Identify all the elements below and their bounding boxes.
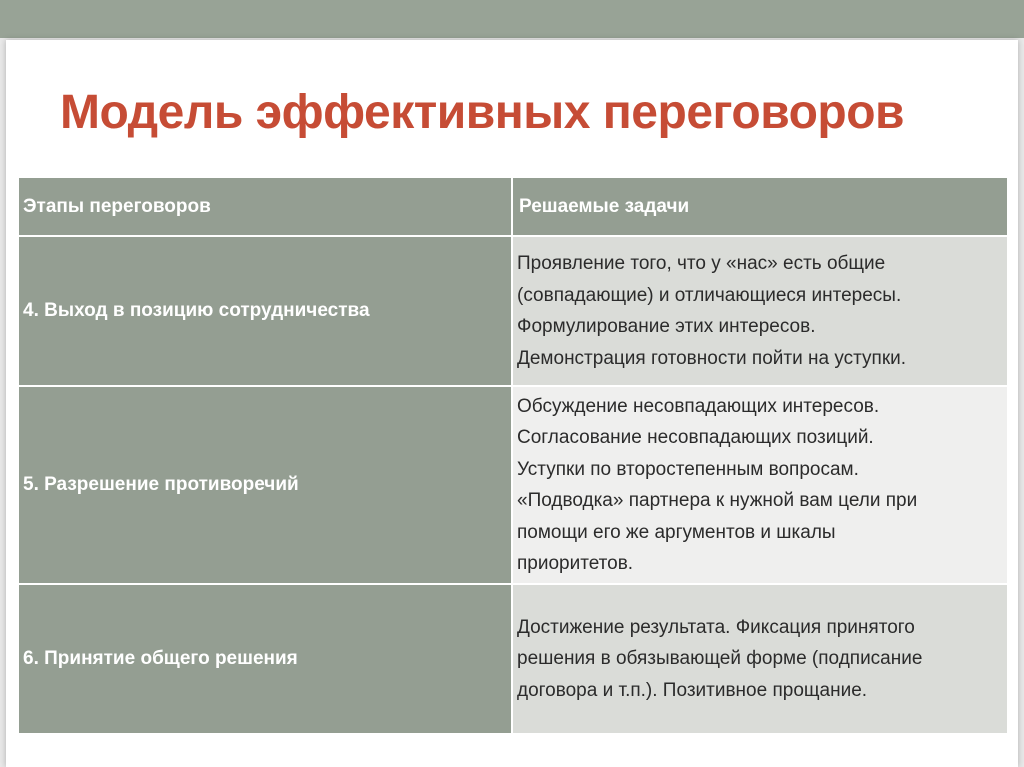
header-tasks: Решаемые задачи — [512, 177, 1008, 236]
task-line: Уступки по второстепенным вопросам. — [517, 458, 859, 480]
table-row — [18, 584, 1008, 734]
task-line: приоритетов. — [517, 553, 634, 574]
stage-cell: 5. Разрешение противоречий — [18, 386, 512, 584]
task-line: Достижение результата. Фиксация принятого — [517, 616, 915, 638]
task-line: помощи его же аргументов и шкалы — [517, 521, 836, 543]
task-line: Согласование несовпадающих позиций. — [517, 427, 874, 448]
task-line: договора и т.п.). Позитивное прощание. — [517, 679, 868, 701]
task-line: решения в обязывающей форме (подписание — [517, 648, 923, 670]
table-row — [18, 386, 1008, 584]
stage-cell: 4. Выход в позицию сотрудничества — [18, 236, 512, 386]
header-stages: Этапы переговоров — [18, 177, 512, 236]
task-line: Обсуждение несовпадающих интересов. — [517, 395, 880, 417]
tasks-cell — [512, 386, 1008, 584]
task-line: Формулирование этих интересов. — [517, 316, 816, 337]
table-row — [18, 236, 1008, 386]
task-line: (совпадающие) и отличающиеся интересы. — [517, 284, 902, 306]
tasks-cell — [512, 584, 1008, 734]
stage-cell: 6. Принятие общего решения — [18, 584, 512, 734]
negotiation-stages-table — [17, 176, 1009, 735]
tasks-cell — [512, 236, 1008, 386]
slide-title: Модель эффективных переговоров — [60, 86, 905, 139]
table-header-row — [18, 177, 1008, 236]
task-line: Проявление того, что у «нас» есть общие — [517, 253, 886, 274]
task-line: Демонстрация готовности пойти на уступки. — [517, 347, 907, 369]
top-banner — [0, 0, 1024, 38]
task-line: «Подводка» партнера к нужной вам цели при — [517, 490, 918, 511]
